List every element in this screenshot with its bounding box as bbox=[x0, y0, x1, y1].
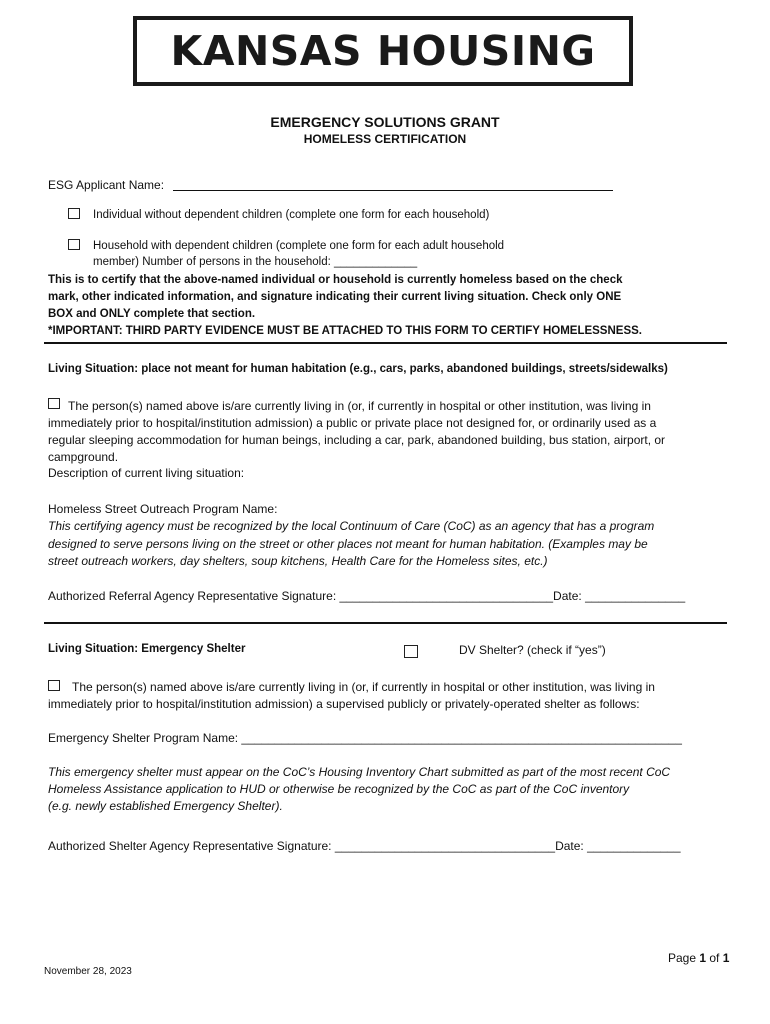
outreach-note-line1: This certifying agency must be recognized by the local Continuum of Care (CoC) as an agency that has a program bbox=[48, 519, 655, 533]
referral-signature-line[interactable]: Authorized Referral Agency Representative Signature: ________________________________Date: _______________ bbox=[48, 589, 686, 603]
individual-checkbox[interactable] bbox=[68, 208, 80, 219]
page-prefix: Page bbox=[668, 951, 700, 965]
section2-text-line2: immediately prior to hospital/institution admission) a supervised publicly or privately-operated shelter as follows: bbox=[48, 697, 640, 711]
shelter-note-line1: This emergency shelter must appear on the CoC’s Housing Inventory Chart submitted as part of the most recent CoC bbox=[48, 765, 671, 779]
household-option-label: Household with dependent children (complete one form for each adult household bbox=[93, 240, 505, 252]
document-subtitle: HOMELESS CERTIFICATION bbox=[303, 132, 467, 146]
section1-text-line3: regular sleeping accommodation for human beings, including a car, park, abandoned building, bus station, airport, or bbox=[48, 433, 666, 447]
section-divider bbox=[44, 622, 727, 624]
description-label: Description of current living situation: bbox=[48, 466, 245, 480]
section1-text-line2: immediately prior to hospital/institution admission) a public or private place not designed for, or ordinarily used as a bbox=[48, 416, 657, 430]
emergency-shelter-checkbox[interactable] bbox=[48, 680, 60, 691]
household-checkbox[interactable] bbox=[68, 239, 80, 250]
dv-shelter-checkbox[interactable] bbox=[404, 645, 418, 658]
outreach-note-line3: street outreach workers, day shelters, soup kitchens, Health Care for the Homeless sites, etc.) bbox=[48, 554, 548, 568]
section2-text-line1: The person(s) named above is/are currently living in (or, if currently in hospital or other institution, was living in bbox=[72, 680, 655, 694]
section1-text-line1: The person(s) named above is/are currently living in (or, if currently in hospital or other institution, was living in bbox=[68, 399, 651, 413]
applicant-name-field[interactable] bbox=[173, 190, 613, 191]
section1-heading: Living Situation: place not meant for human habitation (e.g., cars, parks, abandoned buildings, streets/sidewalks) bbox=[48, 363, 668, 375]
place-not-meant-checkbox[interactable] bbox=[48, 398, 60, 409]
shelter-program-name-field[interactable]: Emergency Shelter Program Name: __________________________________________________________________ bbox=[48, 731, 682, 745]
outreach-program-label: Homeless Street Outreach Program Name: bbox=[48, 502, 278, 516]
logo-text: KANSAS HOUSING bbox=[170, 27, 596, 75]
important-notice: *IMPORTANT: THIRD PARTY EVIDENCE MUST BE ATTACHED TO THIS FORM TO CERTIFY HOMELESSNESS. bbox=[48, 325, 642, 337]
document-title: EMERGENCY SOLUTIONS GRANT bbox=[270, 114, 500, 130]
footer-date: November 28, 2023 bbox=[44, 966, 132, 977]
section2-heading: Living Situation: Emergency Shelter bbox=[48, 643, 246, 655]
shelter-note-line3: (e.g. newly established Emergency Shelter). bbox=[48, 799, 283, 813]
individual-option-label: Individual without dependent children (complete one form for each household) bbox=[93, 209, 490, 221]
section-divider bbox=[44, 342, 727, 344]
certify-text-line1: This is to certify that the above-named individual or household is currently homeless based on the check bbox=[48, 274, 623, 286]
page-current: 1 bbox=[699, 951, 707, 965]
certify-text-line3: BOX and ONLY complete that section. bbox=[48, 308, 256, 320]
certify-text-line2: mark, other indicated information, and signature indicating their current living situation. Check only ONE bbox=[48, 291, 622, 303]
shelter-note-line2: Homeless Assistance application to HUD or otherwise be recognized by the CoC as part of the CoC inventory bbox=[48, 782, 630, 796]
section1-text-line4: campground. bbox=[48, 450, 119, 464]
shelter-signature-line[interactable]: Authorized Shelter Agency Representative Signature: _________________________________Date: ______________ bbox=[48, 839, 681, 853]
household-count-field[interactable]: member) Number of persons in the household: _____________ bbox=[93, 256, 418, 268]
applicant-name-label: ESG Applicant Name: bbox=[48, 178, 165, 192]
dv-shelter-label: DV Shelter? (check if “yes”) bbox=[459, 643, 606, 657]
kansas-housing-logo bbox=[133, 16, 633, 86]
page-of: of bbox=[706, 951, 723, 965]
page-total: 1 bbox=[722, 951, 730, 965]
page-number bbox=[668, 951, 729, 965]
outreach-note-line2: designed to serve persons living on the street or other places not meant for human habitation. (Examples may be bbox=[48, 537, 648, 551]
